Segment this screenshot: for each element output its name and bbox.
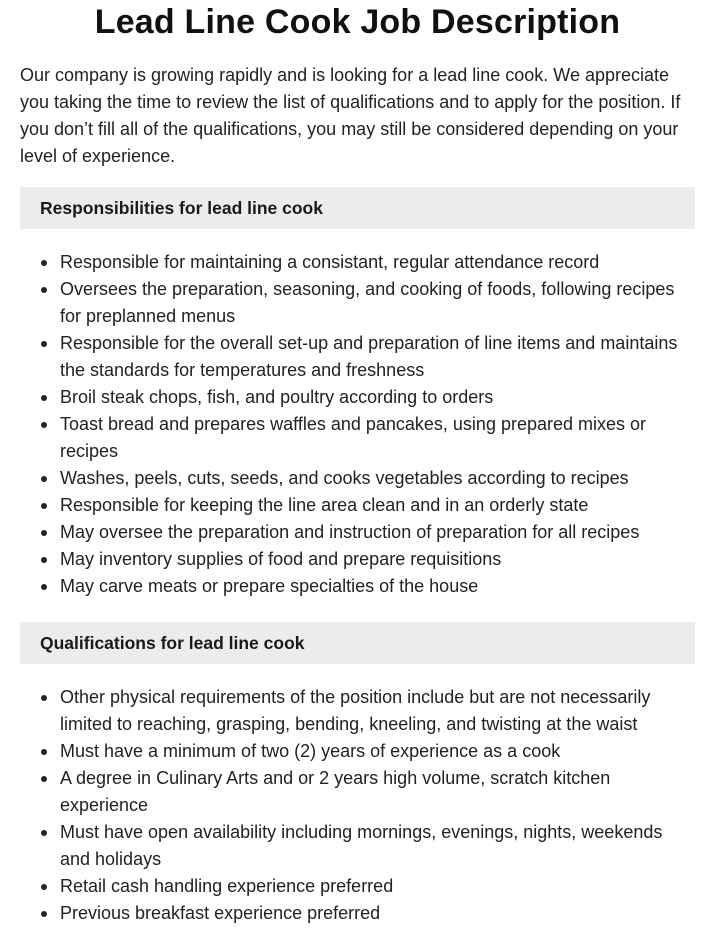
list-item	[60, 573, 695, 600]
bullet-icon	[41, 260, 47, 266]
bullet-icon	[41, 422, 47, 428]
bullet-icon	[41, 503, 47, 509]
list-item	[60, 546, 695, 573]
bullet-icon	[41, 911, 47, 917]
list-item-text: Toast bread and prepares waffles and pancakes, using prepared mixes or recipes	[60, 414, 647, 461]
list-item	[60, 900, 695, 927]
bullet-icon	[41, 557, 47, 563]
list-item	[60, 873, 695, 900]
bullet-icon	[41, 584, 47, 590]
list-item-text: Broil steak chops, fish, and poultry according to orders	[60, 387, 494, 407]
intro-paragraph: Our company is growing rapidly and is looking for a lead line cook. We appreciate you taking the time to review the list of qualifications and to apply for the position. If you don’t fill all of the qualifications, you may still be considered depending on your level of experience.	[20, 65, 681, 166]
bullet-icon	[41, 395, 47, 401]
list-item-text: May oversee the preparation and instruction of preparation for all recipes	[60, 522, 640, 542]
list-item-text: Responsible for the overall set-up and preparation of line items and maintains the standards for temperatures and freshness	[60, 333, 678, 380]
list-item	[60, 765, 695, 819]
bullet-icon	[41, 341, 47, 347]
section-spacer	[20, 600, 695, 605]
list-item	[60, 492, 695, 519]
list-item-text: Previous breakfast experience preferred	[60, 903, 381, 923]
list-item	[60, 819, 695, 873]
page-title: Lead Line Cook Job Description	[94, 3, 621, 41]
list-item-text: May carve meats or prepare specialties of the house	[60, 576, 479, 596]
list-item-text: Must have a minimum of two (2) years of experience as a cook	[60, 741, 561, 761]
bullet-icon	[41, 749, 47, 755]
responsibilities-heading	[20, 187, 695, 229]
responsibilities-heading-text: Responsibilities for lead line cook	[40, 197, 323, 218]
bullet-icon	[41, 776, 47, 782]
bullet-icon	[41, 287, 47, 293]
qualifications-list	[20, 684, 695, 927]
list-item-text: Washes, peels, cuts, seeds, and cooks vegetables according to recipes	[60, 468, 629, 488]
bullet-icon	[41, 530, 47, 536]
list-item	[60, 519, 695, 546]
list-item	[60, 738, 695, 765]
bullet-icon	[41, 884, 47, 890]
qualifications-heading-text: Qualifications for lead line cook	[40, 632, 305, 653]
list-item-text: Retail cash handling experience preferred	[60, 876, 394, 896]
bullet-icon	[41, 830, 47, 836]
list-item-text: Responsible for maintaining a consistant, regular attendance record	[60, 252, 600, 272]
list-item-text: May inventory supplies of food and prepare requisitions	[60, 549, 502, 569]
responsibilities-list	[20, 249, 695, 600]
qualifications-heading	[20, 622, 695, 664]
list-item	[60, 330, 695, 384]
list-item	[60, 411, 695, 465]
list-item	[60, 276, 695, 330]
list-item-text: Oversees the preparation, seasoning, and cooking of foods, following recipes for preplanned menus	[60, 279, 675, 326]
list-item-text: Responsible for keeping the line area clean and in an orderly state	[60, 495, 589, 515]
list-item-text: A degree in Culinary Arts and or 2 years high volume, scratch kitchen experience	[60, 768, 611, 815]
list-item-text: Must have open availability including mornings, evenings, nights, weekends and holidays	[60, 822, 663, 869]
list-item	[60, 684, 695, 738]
list-item-text: Other physical requirements of the position include but are not necessarily limited to reaching, grasping, bending, kneeling, and twisting at the waist	[60, 687, 651, 734]
bullet-icon	[41, 695, 47, 701]
list-item	[60, 465, 695, 492]
list-item	[60, 249, 695, 276]
bullet-icon	[41, 476, 47, 482]
list-item	[60, 384, 695, 411]
